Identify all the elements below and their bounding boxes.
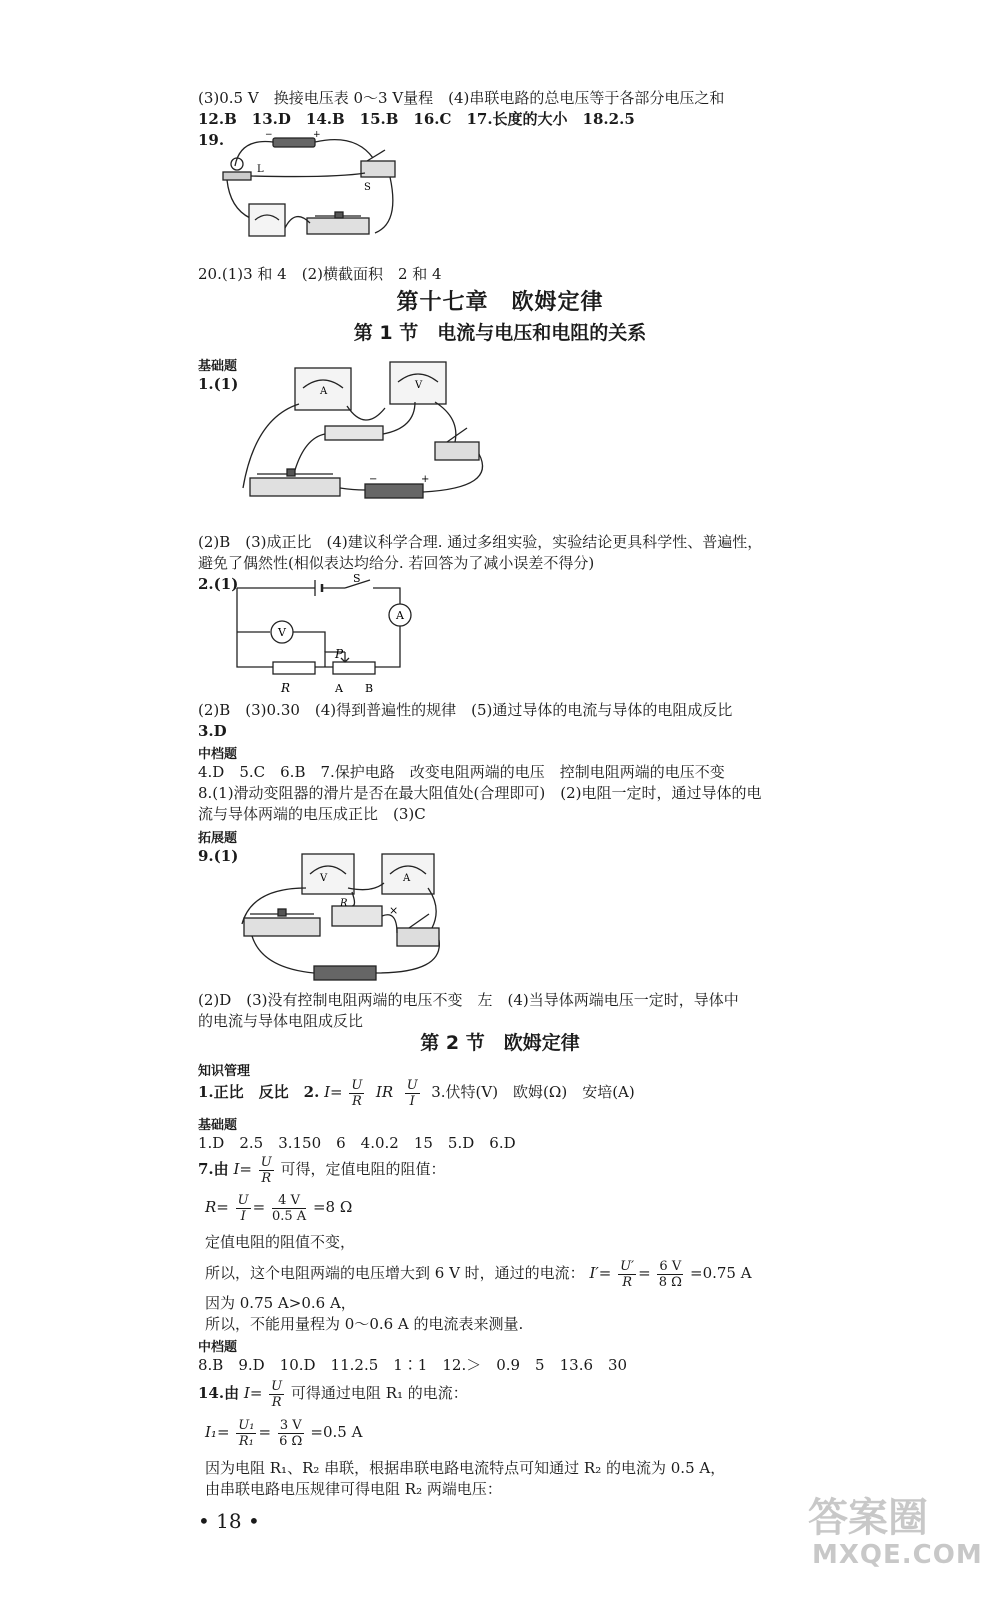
- fraction-u-over-r: $\frac{U}{R}$: [271, 1378, 283, 1410]
- ammeter-label: A: [320, 386, 328, 397]
- answer-line: 因为电阻 R₁、R₂ 串联，根据串联电路电流特点可知通过 R₂ 的电流为 0.5 A，: [205, 1459, 726, 1477]
- answer-line: 1.D 2.5 3.150 6 4.0.2 15 5.D 6.D: [198, 1134, 516, 1152]
- answer-text: 可得通过电阻 R₁ 的电流：: [290, 1384, 468, 1402]
- fraction-u-over-i: $\frac{U}{I}$: [406, 1077, 418, 1109]
- resistor-label: R: [281, 681, 291, 695]
- formula-prefix: I′=: [589, 1264, 612, 1282]
- formula-prefix: I=: [233, 1160, 252, 1178]
- answer-line: [198, 1077, 635, 1109]
- question-number: 9.(1): [198, 847, 239, 865]
- fraction-u1-over-r1: $\frac{\text{U₁}}{\text{R₁}}$: [238, 1417, 255, 1449]
- equation-line: 所以，这个电阻两端的电压增大到 6 V 时，通过的电流： I′= $\frac{U'}{R}$ = $\frac{6 V}{8 \Omega}$ =0.75 A: [205, 1258, 752, 1290]
- voltmeter-label: V: [415, 380, 423, 391]
- section-label: 中档题: [198, 747, 238, 762]
- answer-line: (2)B (3)成正比 (4)建议科学合理. 通过多组实验，实验结论更具科学性、普遍性，: [198, 533, 763, 551]
- answer-line: 12.B 13.D 14.B 15.B 16.C 17.长度的大小 18.2.5: [198, 110, 635, 128]
- equation-result: =0.75 A: [690, 1264, 752, 1282]
- answer-text: 所以，这个电阻两端的电压增大到 6 V 时，通过的电流：: [205, 1264, 585, 1282]
- circuit-figure-1: [235, 358, 505, 518]
- formula-prefix: I=: [324, 1083, 343, 1101]
- section-title: 第 1 节 电流与电压和电阻的关系: [353, 322, 647, 344]
- answer-line: 因为 0.75 A>0.6 A，: [205, 1294, 356, 1312]
- answer-text: 3.伏特(V) 欧姆(Ω) 安培(A): [431, 1083, 635, 1101]
- answer-line: [198, 1154, 446, 1186]
- fraction-uprime-over-r: $\frac{U'}{R}$: [620, 1258, 635, 1290]
- answer-line: (3)0.5 V 换接电压表 0～3 V量程 (4)串联电路的总电压等于各部分电压之和: [198, 89, 725, 107]
- answer-line: 20.(1)3 和 4 (2)横截面积 2 和 4: [198, 265, 442, 283]
- answer-line: 流与导体两端的电压成正比 (3)C: [198, 805, 426, 823]
- voltmeter-label: V: [320, 873, 328, 884]
- battery-minus-label: −: [369, 474, 378, 485]
- rheostat-end-a: A: [335, 682, 343, 695]
- question-number: 14.由: [198, 1384, 240, 1402]
- fraction-values: $\frac{4 V}{0.5 A}$: [271, 1192, 307, 1224]
- slider-label: P: [335, 647, 344, 661]
- section-label: 中档题: [198, 1340, 238, 1355]
- formula-prefix: I₁=: [205, 1423, 230, 1441]
- switch-label: S: [364, 182, 371, 193]
- answer-line: 定值电阻的阻值不变，: [205, 1233, 356, 1251]
- circuit-figure-9: [232, 848, 447, 983]
- watermark-url: MXQE.COM: [812, 1540, 983, 1570]
- rheostat-end-b: B: [365, 682, 374, 695]
- ammeter-label: A: [396, 609, 404, 622]
- fraction-values: $\frac{6 V}{8 \Omega}$: [658, 1258, 682, 1290]
- section-label: 拓展题: [198, 831, 238, 846]
- section-title: 第 2 节 欧姆定律: [420, 1032, 580, 1054]
- answer-line: 4.D 5.C 6.B 7.保护电路 改变电阻两端的电压 控制电阻两端的电压不变: [198, 763, 725, 781]
- answer-line: 所以，不能用量程为 0～0.6 A 的电流表来测量.: [205, 1315, 524, 1333]
- equation-line: I₁= $\frac{\text{U₁}}{\text{R₁}}$ = $\frac{3 V}{6 \Omega}$ =0.5 A: [205, 1417, 363, 1449]
- voltmeter-label: V: [278, 626, 286, 639]
- question-number: 19.: [198, 131, 225, 149]
- formula-prefix: I=: [243, 1384, 263, 1402]
- fraction-u-over-i: $\frac{U}{I}$: [237, 1192, 249, 1224]
- resistor-label: R: [340, 898, 348, 909]
- cross-mark: ×: [389, 904, 399, 917]
- switch-label: S: [353, 572, 361, 585]
- question-number: 7.由: [198, 1160, 229, 1178]
- fraction-u-over-r: $\frac{U}{R}$: [351, 1077, 363, 1109]
- answer-line: 8.B 9.D 10.D 11.2.5 1∶1 12.＞ 0.9 5 13.6 30: [198, 1356, 628, 1374]
- answer-line: 避免了偶然性(相似表达均给分. 若回答为了减小误差不得分): [198, 554, 595, 572]
- equation-result: =8 Ω: [312, 1198, 353, 1216]
- formula-ir: IR: [375, 1083, 394, 1101]
- section-label: 基础题: [198, 1118, 238, 1133]
- chapter-title: 第十七章 欧姆定律: [396, 290, 604, 315]
- question-number: 1.(1): [198, 375, 239, 393]
- answer-line: [198, 1378, 468, 1410]
- answer-text: 可得，定值电阻的阻值：: [280, 1160, 446, 1178]
- circuit-figure-19: [215, 128, 415, 253]
- equation-result: =0.5 A: [310, 1423, 363, 1441]
- question-number: 2.(1): [198, 575, 239, 593]
- fraction-u-over-r: $\frac{U}{R}$: [260, 1154, 272, 1186]
- answer-line: 8.(1)滑动变阻器的滑片是否在最大阻值处(合理即可) (2)电阻一定时，通过导体的电: [198, 784, 762, 802]
- battery-plus-label: +: [421, 474, 430, 485]
- ammeter-label: A: [403, 873, 411, 884]
- lamp-label: L: [257, 164, 264, 175]
- answer-line: (2)B (3)0.30 (4)得到普遍性的规律 (5)通过导体的电流与导体的电阻成反比: [198, 701, 733, 719]
- formula-prefix: R=: [205, 1198, 229, 1216]
- answer-line: (2)D (3)没有控制电阻两端的电压不变 左 (4)当导体两端电压一定时，导体中: [198, 991, 739, 1009]
- answer-line: 3.D: [198, 722, 227, 740]
- answer-line: 的电流与导体电阻成反比: [198, 1012, 364, 1030]
- battery-minus-label: −: [265, 130, 273, 140]
- answer-line: 由串联电路电压规律可得电阻 R₂ 两端电压：: [205, 1480, 502, 1498]
- watermark-logo: 答案圈: [808, 1495, 928, 1541]
- page-number: • 18 •: [198, 1509, 260, 1533]
- equation-line: R= $\frac{U}{I}$ = $\frac{4 V}{0.5 A}$ =8 Ω: [205, 1192, 353, 1224]
- section-label: 知识管理: [198, 1064, 251, 1079]
- answer-text: 1.正比 反比 2.: [198, 1083, 320, 1101]
- battery-plus-label: +: [313, 130, 321, 140]
- fraction-values: $\frac{3 V}{6 \Omega}$: [279, 1417, 303, 1449]
- circuit-schematic-2: [225, 572, 425, 698]
- section-label: 基础题: [198, 359, 238, 374]
